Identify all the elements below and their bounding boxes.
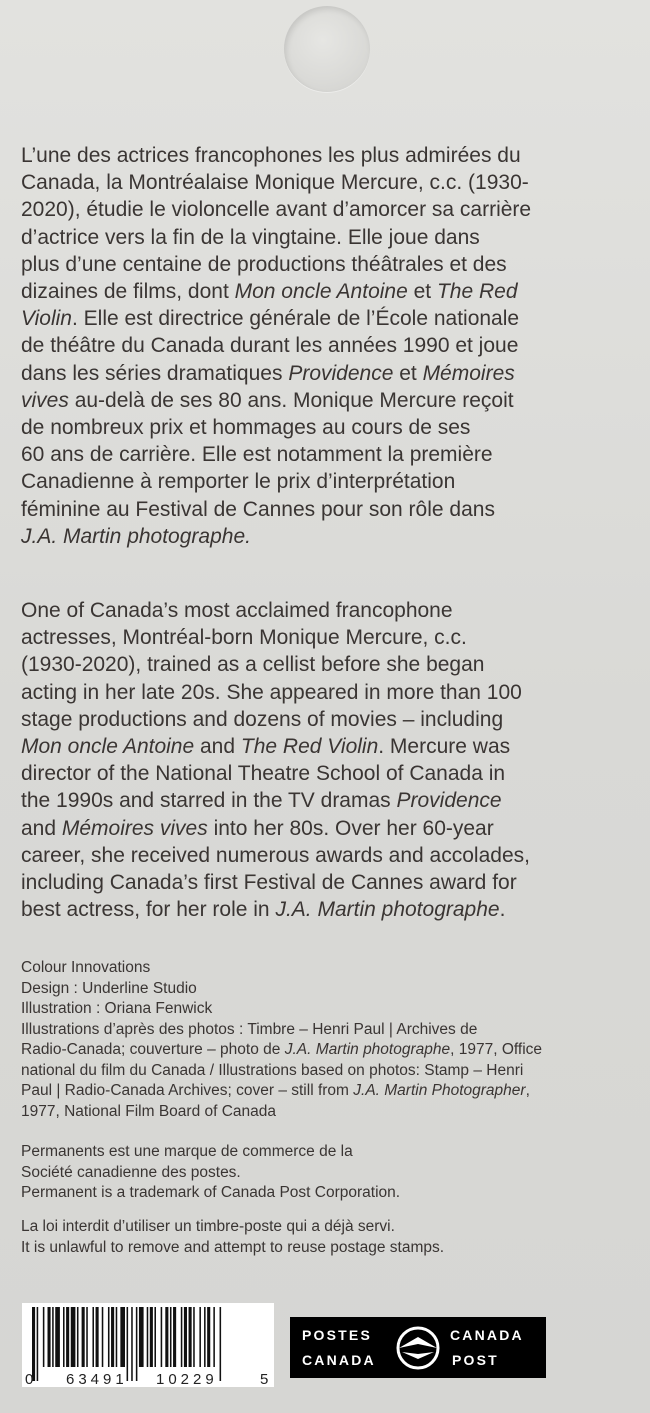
legal-line: La loi interdit d’utiliser un timbre-poste qui a déjà servi. (21, 1218, 395, 1235)
barcode-bar (43, 1307, 45, 1367)
barcode-bar (170, 1307, 172, 1367)
barcode-bar (173, 1307, 176, 1367)
barcode-bar (213, 1307, 215, 1367)
barcode-digits-left: 63491 (66, 1371, 128, 1387)
fr-line: Canada, la Montréalaise Monique Mercure, c.c. (1930- (21, 171, 529, 195)
barcode-bar (82, 1307, 85, 1367)
credit-line: , 1977, Office (450, 1041, 543, 1058)
logo-post-text: POST (452, 1352, 499, 1368)
barcode-bar (127, 1307, 129, 1381)
barcode-bar (48, 1307, 51, 1367)
series-title: Providence (396, 789, 502, 813)
trademark-line: Société canadienne des postes. (21, 1163, 241, 1181)
trademark-line: Permanent is a trademark of Canada Post Corporation. (21, 1184, 401, 1201)
logo-canada-fr-text: CANADA (302, 1352, 376, 1368)
credit-line: Illustrations d’après des photos : Timbre – Henri Paul | Archives de (21, 1020, 478, 1038)
fr-line: d’actrice vers la fin de la vingtaine. Elle joue dans (21, 225, 480, 249)
series-title: Mémoires vives (61, 816, 208, 840)
credit-line: 1977, National Film Board of Canada (21, 1102, 277, 1120)
legal-line: It is unlawful to remove and attempt to reuse postage stamps. (21, 1238, 445, 1256)
barcode-bar (181, 1307, 183, 1367)
film-title: Violin (21, 307, 72, 331)
film-title: J.A. Martin photographe (275, 898, 500, 922)
barcode-bar (55, 1307, 60, 1367)
barcode-bar (199, 1307, 201, 1367)
barcode-bar (111, 1307, 114, 1367)
barcode-digit-first: 0 (25, 1371, 34, 1387)
barcode-bar (150, 1307, 153, 1367)
fr-line: . Elle est directrice générale de l’École nationale (71, 307, 520, 331)
en-line: and (21, 816, 62, 840)
en-line: . (499, 898, 506, 922)
barcode-bar (120, 1307, 125, 1367)
upc-barcode (22, 1303, 274, 1387)
trademark-notice (21, 1142, 636, 1204)
series-title: Providence (288, 361, 394, 385)
credit-line: Design : Underline Studio (21, 979, 197, 997)
barcode-bar (165, 1307, 168, 1367)
film-title: Mon oncle Antoine (21, 735, 195, 759)
en-line: One of Canada’s most acclaimed francophone (21, 599, 453, 622)
barcode-bar (220, 1307, 222, 1381)
barcode-bar (139, 1307, 144, 1367)
barcode-bar (63, 1307, 65, 1367)
fr-line: 60 ans de carrière. Elle est notamment la première (21, 443, 493, 467)
credit-line: Colour Innovations (21, 959, 151, 976)
en-line: . Mercure was (378, 735, 511, 759)
hang-hole (284, 6, 370, 92)
credit-line: Radio-Canada; couverture – photo de (21, 1041, 285, 1058)
fr-line: dizaines de films, dont (21, 280, 235, 304)
barcode-bar (161, 1307, 163, 1367)
en-line: director of the National Theatre School of Canada in (21, 762, 506, 786)
barcode-bar (193, 1307, 195, 1367)
barcode-bar (86, 1307, 88, 1367)
barcode-bar (108, 1307, 110, 1367)
barcode-bar (32, 1307, 35, 1381)
barcode-bar (52, 1307, 54, 1367)
fr-line: dans les séries dramatiques (21, 361, 289, 385)
barcode-bar (102, 1307, 104, 1367)
barcode-bar (147, 1307, 149, 1367)
film-title: J.A. Martin Photographer (353, 1082, 526, 1099)
barcode-bar (189, 1307, 192, 1367)
film-title: The Red Violin (240, 735, 379, 759)
fr-line: et (393, 361, 423, 385)
en-line: acting in her late 20s. She appeared in more than 100 (21, 680, 522, 704)
en-line: stage productions and dozens of movies – including (21, 707, 504, 731)
barcode-bar (66, 1307, 69, 1367)
canada-post-logo (290, 1317, 546, 1378)
credit-line: , (525, 1082, 530, 1099)
fr-line: féminine au Festival de Cannes pour son rôle dans (21, 497, 495, 521)
barcode-bar (154, 1307, 156, 1367)
film-title: Mon oncle Antoine (234, 280, 408, 304)
trademark-line: Permanents est une marque de commerce de la (21, 1143, 353, 1160)
canada-post-emblem-icon (393, 1323, 443, 1373)
film-title: J.A. Martin photographe. (21, 524, 251, 548)
logo-canada-en-text: CANADA (450, 1327, 524, 1343)
fr-line: et (407, 280, 437, 304)
barcode-digits-right: 10229 (156, 1371, 218, 1387)
barcode-bar (184, 1307, 187, 1367)
fr-line: 2020), étudie le violoncelle avant d’amorcer sa carrière (21, 198, 532, 222)
credit-line: Paul | Radio-Canada Archives; cover – still from (21, 1082, 354, 1099)
barcode-bar (116, 1307, 118, 1367)
barcode-bar (136, 1307, 138, 1381)
credit-line: national du film du Canada / Illustrations based on photos: Stamp – Henri (21, 1061, 524, 1079)
fr-line: de nombreux prix et hommages au cours de ses (21, 416, 471, 440)
en-line: best actress, for her role in (21, 898, 276, 922)
barcode-digit-last: 5 (260, 1371, 269, 1387)
en-line: the 1990s and starred in the TV dramas (21, 789, 397, 813)
barcode-bar (96, 1307, 99, 1367)
en-line: into her 80s. Over her 60-year (207, 816, 494, 840)
en-line: and (194, 735, 241, 759)
barcode-bar (77, 1307, 79, 1367)
barcode-bar (131, 1307, 133, 1381)
fr-line: plus d’une centaine de productions théâtrales et des (21, 252, 507, 276)
en-line: career, she received numerous awards and accolades, (21, 843, 530, 867)
barcode-bar (37, 1307, 39, 1381)
barcode-bar (92, 1307, 94, 1367)
en-line: including Canada’s first Festival de Cannes award for (21, 871, 517, 895)
en-line: actresses, Montréal-born Monique Mercure, c.c. (21, 626, 467, 650)
film-title: J.A. Martin photographe (284, 1041, 451, 1058)
legal-notice (21, 1217, 636, 1258)
barcode-bar (204, 1307, 206, 1367)
fr-line: L’une des actrices francophones les plus admirées du (21, 144, 521, 167)
series-title: vives (21, 388, 69, 412)
french-biography (21, 142, 621, 550)
barcode-bar (207, 1307, 210, 1367)
english-biography (21, 597, 621, 923)
fr-line: au-delà de ses 80 ans. Monique Mercure reçoit (68, 388, 514, 412)
fr-line: Canadienne à remporter le prix d’interprétation (21, 470, 456, 494)
credits-block (21, 958, 636, 1122)
series-title: Mémoires (422, 361, 515, 385)
logo-postes-text: POSTES (302, 1327, 372, 1343)
barcode-bar (71, 1307, 76, 1367)
en-line: (1930-2020), trained as a cellist before she began (21, 653, 485, 677)
credit-line: Illustration : Oriana Fenwick (21, 1000, 213, 1017)
film-title: The Red (436, 280, 518, 304)
fr-line: de théâtre du Canada durant les années 1990 et joue (21, 334, 519, 358)
